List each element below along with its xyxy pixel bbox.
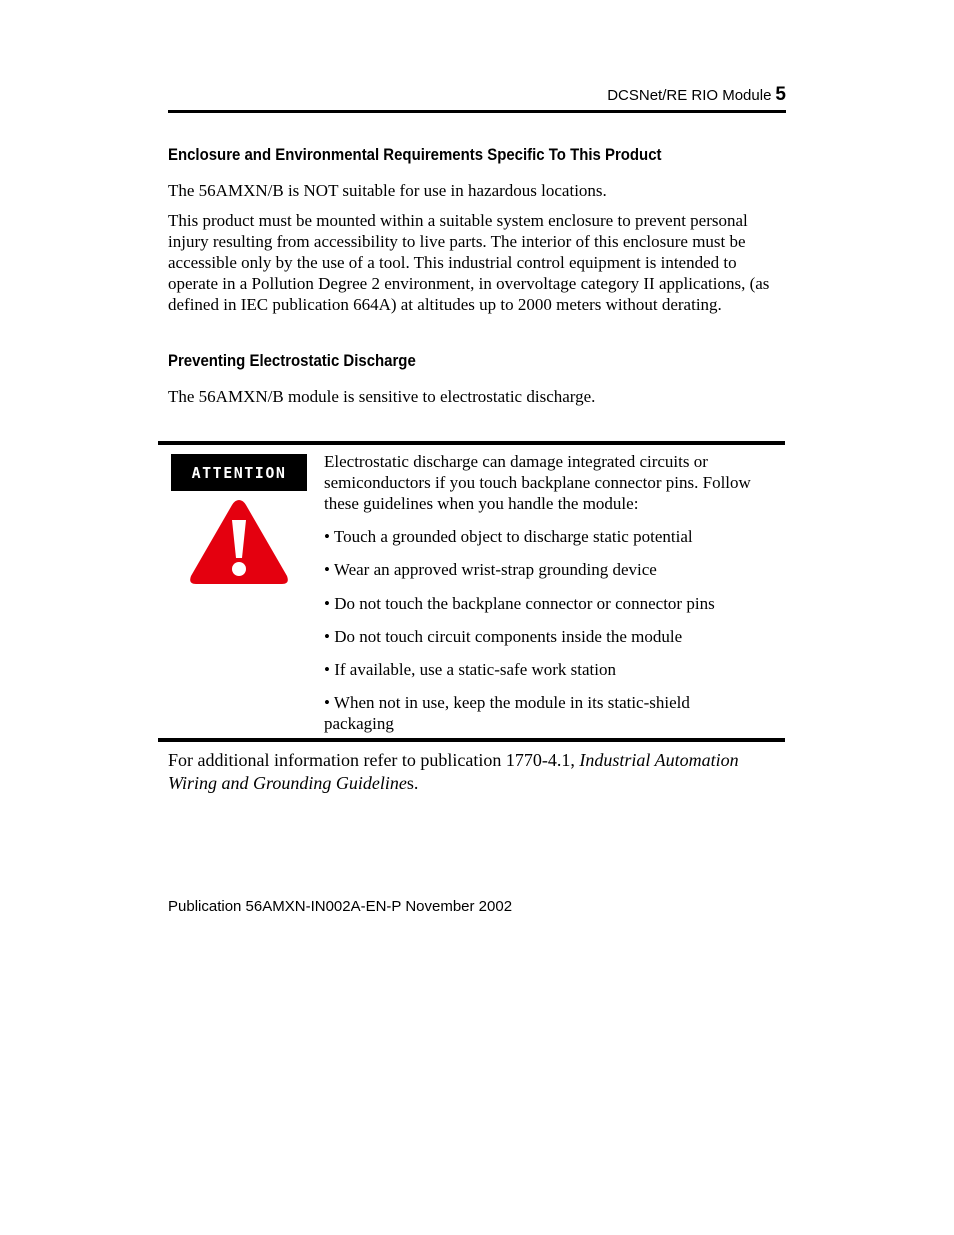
reference-prefix: For additional information refer to publication 1770-4.1, <box>168 750 580 770</box>
attention-bullet: • Wear an approved wrist-strap grounding device <box>324 560 657 579</box>
attention-bullet: • If available, use a static-safe work station <box>324 660 617 679</box>
section-heading-enclosure: Enclosure and Environmental Requirements Specific To This Product <box>168 145 662 164</box>
attention-top-rule <box>158 441 785 445</box>
running-header-title: DCSNet/RE RIO Module <box>607 87 772 104</box>
running-header <box>607 84 786 106</box>
reference-suffix: s. <box>406 773 419 793</box>
publication-footer: Publication 56AMXN-IN002A-EN-P November 2002 <box>168 898 513 915</box>
attention-intro: Electrostatic discharge can damage integrated circuits or semiconductors if you touch backplane connector pins. Follow these guidelines when you handle the module: <box>324 452 751 513</box>
page-number: 5 <box>775 84 786 105</box>
attention-label: ATTENTION <box>171 454 307 491</box>
header-rule <box>168 110 786 113</box>
section-heading-esd: Preventing Electrostatic Discharge <box>168 351 416 370</box>
paragraph-esd: The 56AMXN/B module is sensitive to electrostatic discharge. <box>168 387 596 406</box>
attention-bullet: • Do not touch circuit components inside the module <box>324 627 683 646</box>
paragraph-hazardous: The 56AMXN/B is NOT suitable for use in hazardous locations. <box>168 181 607 200</box>
attention-bullet: • Touch a grounded object to discharge static potential <box>324 527 693 546</box>
attention-bottom-rule <box>158 738 785 742</box>
attention-bullet: • Do not touch the backplane connector or connector pins <box>324 594 715 613</box>
reference-paragraph <box>168 749 768 795</box>
attention-bullet: • When not in use, keep the module in its static-shield packaging <box>324 693 690 733</box>
warning-triangle-icon <box>186 494 292 590</box>
reference-title: Industrial Automation Wiring and Grounding Guideline <box>168 750 739 793</box>
paragraph-enclosure: This product must be mounted within a suitable system enclosure to prevent personal injury resulting from accessibility to live parts. The interior of this enclosure must be accessible only by the use of a tool. This industrial control equipment is intended to operate in a Pollution Degree 2 environment, in overvoltage category II applications, (as defined in IEC publication 664A) at altitudes up to 2000 meters without derating. <box>168 211 770 314</box>
